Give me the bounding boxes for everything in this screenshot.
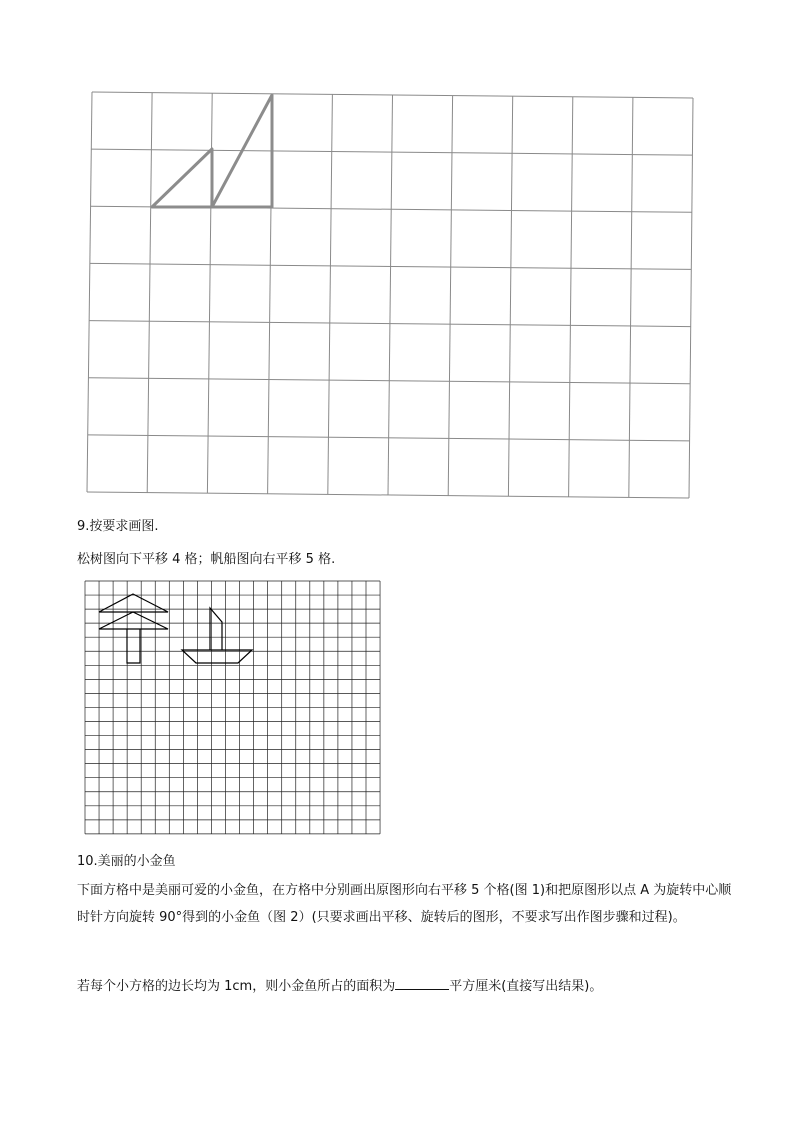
area-prompt: 若每个小方格的边长均为 1cm，则小金鱼所占的面积为 bbox=[77, 979, 396, 994]
question-10-text bbox=[77, 877, 737, 931]
fine-grid bbox=[0, 575, 794, 840]
triangle-small bbox=[152, 149, 212, 207]
question-10-description: 下面方格中是美丽可爱的小金鱼，在方格中分别画出原图形向右平移 5 个格(图 1)和把原图形以点 A 为旋转中心顺时针方向旋转 90°得到的小金鱼（图 2）(只要求画出平移、旋转后的图形，不要求写出作图步骤和过程)。 bbox=[77, 883, 732, 925]
grid-vline bbox=[629, 97, 633, 497]
grid-vline bbox=[508, 96, 512, 496]
question-10-area-line bbox=[77, 977, 602, 996]
grid-vline bbox=[448, 96, 452, 496]
grid-vline bbox=[147, 93, 152, 493]
question-10-title: 10.美丽的小金鱼 bbox=[77, 854, 176, 869]
grid-vline bbox=[569, 97, 573, 497]
grid-vline bbox=[87, 92, 92, 492]
question-9-title: 9.按要求画图. bbox=[77, 519, 159, 534]
answer-blank[interactable] bbox=[395, 977, 449, 990]
area-unit: 平方厘米(直接写出结果)。 bbox=[449, 979, 603, 994]
grid-vline bbox=[388, 95, 393, 495]
large-grid-lines bbox=[87, 92, 693, 498]
large-grid bbox=[0, 0, 794, 505]
fine-grid-lines bbox=[85, 581, 380, 834]
pine-tree bbox=[99, 594, 168, 663]
question-9-instruction: 松树图向下平移 4 格；帆船图向右平移 5 格. bbox=[77, 552, 336, 567]
grid-vline bbox=[328, 94, 333, 494]
sailboat bbox=[182, 608, 252, 663]
grid-vline bbox=[689, 98, 693, 498]
